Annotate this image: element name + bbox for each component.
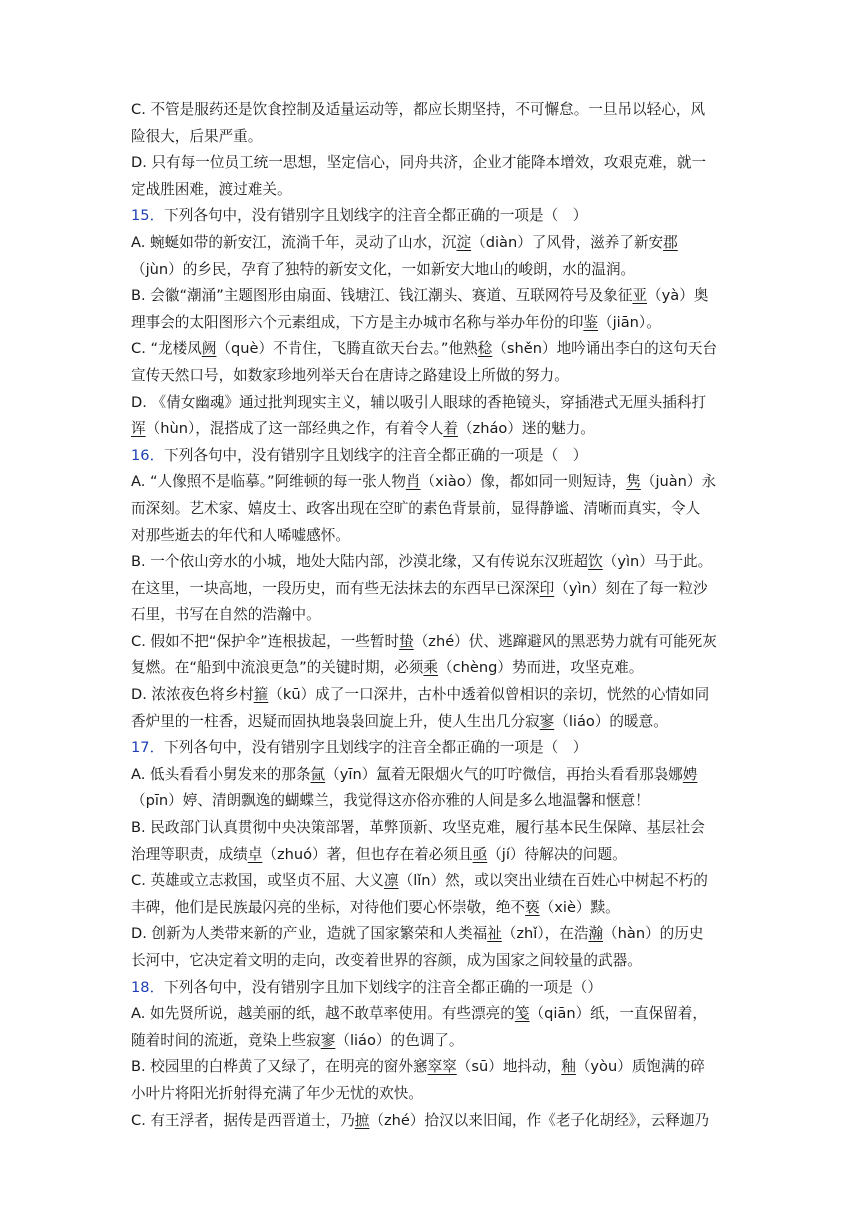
text-segment: （yà）奥 xyxy=(647,287,709,305)
underlined-char: 凛 xyxy=(383,872,399,890)
underlined-char: 印 xyxy=(539,579,555,597)
text-segment: C. 有王浮者，据传是西晋道士，乃 xyxy=(131,1111,355,1129)
text-line xyxy=(131,788,734,815)
underlined-char: 娉 xyxy=(682,765,698,783)
text-segment: 下列各句中，没有错别字且划线字的注音全都正确的一项是（ ） xyxy=(164,739,588,757)
text-segment: （qiān）纸，一直保留着， xyxy=(529,1005,707,1023)
text-line xyxy=(131,150,734,177)
text-segment: （jí）待解决的问题。 xyxy=(487,845,627,863)
underlined-char: 笺 xyxy=(514,1005,530,1023)
text-segment: 丰碑，他们是民族最闪亮的坐标，对待他们要心怀崇敬，绝不 xyxy=(131,898,526,916)
text-segment: （zhé）伏、逃蹿避风的黑恶势力就有可能死灰 xyxy=(413,632,717,650)
text-segment: 对那些逝去的年代和人唏嘘感怀。 xyxy=(131,526,350,544)
text-line xyxy=(131,496,734,523)
underlined-char: 寥 xyxy=(539,712,555,730)
underlined-char: 隽 xyxy=(626,473,641,491)
text-segment: 随着时间的流逝，竟染上些寂 xyxy=(131,1031,321,1049)
text-segment: 在这里，一块高地，一段历史，而有些无法抹去的东西早已深深 xyxy=(131,579,540,597)
text-line xyxy=(131,363,734,390)
text-segment: （zhǐ），在浩 xyxy=(501,925,589,943)
text-segment: C. “龙楼凤 xyxy=(131,340,202,358)
text-line xyxy=(131,257,734,284)
underlined-char: 鉴 xyxy=(583,313,599,331)
text-segment: C. 英雄或立志救国，或坚贞不屈、大义 xyxy=(131,872,384,890)
text-segment: （zháo）迷的魅力。 xyxy=(457,420,595,438)
text-segment: D. 创新为人类带来新的产业，造就了国家繁荣和人类福 xyxy=(131,925,488,943)
text-segment: 险很大，后果严重。 xyxy=(131,127,263,145)
underlined-char: 亵 xyxy=(525,898,540,916)
text-segment: D. 浓浓夜色将乡村 xyxy=(131,686,254,704)
underlined-char: 釉 xyxy=(561,1058,576,1076)
underlined-char: 氤 xyxy=(310,765,326,783)
text-segment: （hàn）的历史 xyxy=(603,925,704,943)
text-line xyxy=(131,469,734,496)
text-segment: （què）不肯住，飞腾直欲天台去。”他熟 xyxy=(216,340,478,358)
text-segment: C. 不管是服药还是饮食控制及适量运动等，都应长期坚持，不可懈怠。一旦吊以轻心，风 xyxy=(131,101,706,118)
underlined-char: 乘 xyxy=(423,659,439,677)
text-line xyxy=(131,177,734,204)
question-heading xyxy=(131,975,734,1002)
question-number: 18． xyxy=(131,978,165,996)
text-segment: 下列各句中，没有错别字且划线字的注音全都正确的一项是（ ） xyxy=(164,207,588,225)
text-line xyxy=(131,283,734,310)
underlined-char: 亟 xyxy=(472,845,488,863)
text-segment: （lǐn）然，或以突出业绩在百姓心中树起不朽的 xyxy=(398,872,708,890)
text-segment: （xiào）像，都如同一则短诗， xyxy=(420,473,627,491)
text-segment: D. 只有每一位员工统一思想，坚定信心，同舟共济，企业才能降本增效，攻艰克难，就一 xyxy=(131,154,707,172)
text-segment: （pīn）婷、清朗飘逸的蝴蝶兰，我觉得这亦俗亦雅的人间是多么地温馨和惬意！ xyxy=(131,792,650,810)
text-segment: （shěn）地吟诵出李白的这句天台 xyxy=(492,340,718,358)
text-segment: 治理等职责，成绩 xyxy=(131,845,248,863)
text-line xyxy=(131,629,734,656)
text-segment: A. 蜿蜒如带的新安江，流淌千年，灵动了山水，沉 xyxy=(131,233,457,251)
text-line xyxy=(131,682,734,709)
question-number: 17． xyxy=(131,739,165,757)
text-line xyxy=(131,762,734,789)
underlined-char: 蛰 xyxy=(399,632,414,650)
text-line xyxy=(131,523,734,550)
text-line xyxy=(131,842,734,869)
text-line xyxy=(131,709,734,736)
text-segment: （jiān）。 xyxy=(598,313,661,331)
text-segment: 石里，书写在自然的浩瀚中。 xyxy=(131,606,321,624)
text-segment: B. 校园里的白桦黄了又绿了，在明亮的窗外窸 xyxy=(131,1058,428,1076)
underlined-char: 摭 xyxy=(354,1111,370,1129)
text-line xyxy=(131,948,734,975)
text-segment: （yìn）马于此。 xyxy=(602,553,713,571)
text-line xyxy=(131,1054,734,1081)
text-segment: （yòu）质饱满的碎 xyxy=(575,1058,705,1076)
text-segment: （yīn）氲着无限烟火气的叮咛微信，再抬头看看那袅娜 xyxy=(325,765,683,783)
text-line xyxy=(131,655,734,682)
text-line xyxy=(131,1028,734,1055)
text-line xyxy=(131,895,734,922)
text-segment: B. 一个依山旁水的小城，地处大陆内部，沙漠北缘，又有传说东汉班超 xyxy=(131,553,589,571)
text-segment: A. “人像照不是临摹。”阿维顿的每一张人物 xyxy=(131,473,406,491)
text-line xyxy=(131,336,734,363)
text-line xyxy=(131,815,734,842)
underlined-char: 窣窣 xyxy=(427,1058,457,1076)
text-line xyxy=(131,230,734,257)
text-line xyxy=(131,1108,734,1135)
text-segment: （kū）成了一口深井，古朴中透着似曾相识的亲切，恍然的心情如同 xyxy=(268,686,710,704)
text-segment: 宣传天然口号，如数家珍地列举天台在唐诗之路建设上所做的努力。 xyxy=(131,366,569,384)
text-line xyxy=(131,1081,734,1108)
question-heading xyxy=(131,443,734,470)
text-segment: 长河中，它决定着文明的走向，改变着世界的容颜，成为国家之间较量的武器。 xyxy=(131,952,642,969)
text-line xyxy=(131,1001,734,1028)
text-segment: B. 会徽“潮涌”主题图形由扇面、钱塘江、钱江潮头、赛道、互联网符号及象征 xyxy=(131,287,633,305)
text-line xyxy=(131,921,734,948)
text-segment: 下列各句中，没有错别字且加下划线字的注音全都正确的一项是（） xyxy=(164,978,602,996)
text-segment: A. 低头看看小舅发来的那条 xyxy=(131,765,311,783)
underlined-char: 稔 xyxy=(477,340,493,358)
question-heading xyxy=(131,735,734,762)
underlined-char: 瀚 xyxy=(588,925,604,943)
text-segment: （sū）地抖动， xyxy=(456,1058,562,1076)
text-segment: D. 《倩女幽魂》通过批判现实主义，辅以吸引人眼球的香艳镜头，穿插港式无厘头插科打 xyxy=(131,393,707,411)
text-line xyxy=(131,602,734,629)
question-heading xyxy=(131,203,734,230)
text-segment: A. 如先贤所说，越美丽的纸，越不敢草率使用。有些漂亮的 xyxy=(131,1005,515,1023)
text-line xyxy=(131,390,734,417)
underlined-char: 淀 xyxy=(456,233,472,251)
text-segment: （juàn）永 xyxy=(640,473,717,491)
text-segment: （hùn），混搭成了这一部经典之作，有着令人 xyxy=(145,420,444,438)
underlined-char: 卓 xyxy=(247,845,263,863)
text-segment: 下列各句中，没有错别字且划线字的注音全都正确的一项是（ ） xyxy=(164,446,588,464)
text-line xyxy=(131,576,734,603)
text-segment: （chèng）势而进，攻坚克难。 xyxy=(438,659,644,677)
text-segment: （liáo）的色调了。 xyxy=(335,1031,464,1049)
text-segment: 小叶片将阳光折射得充满了年少无忧的欢快。 xyxy=(131,1084,423,1102)
text-segment: 复燃。在“船到中流浪更急”的关键时期，必须 xyxy=(131,659,424,677)
underlined-char: 亚 xyxy=(632,287,648,305)
text-line xyxy=(131,549,734,576)
underlined-char: 箍 xyxy=(253,686,269,704)
text-segment: 香炉里的一柱香，迟疑而固执地袅袅回旋上升，使人生出几分寂 xyxy=(131,712,540,730)
text-segment: （zhé）拾汉以来旧闻，作《老子化胡经》，云释迦乃 xyxy=(369,1111,710,1129)
text-segment: 而深刻。艺术家、嬉皮士、政客出现在空旷的素色背景前，显得静谧、清晰而真实，令人 xyxy=(131,499,701,517)
underlined-char: 郡 xyxy=(663,233,678,251)
text-segment: （liáo）的暖意。 xyxy=(554,712,668,730)
text-line xyxy=(131,310,734,337)
underlined-char: 饮 xyxy=(588,553,603,571)
text-line xyxy=(131,97,734,124)
underlined-char: 诨 xyxy=(131,420,146,438)
underlined-char: 着 xyxy=(443,420,458,438)
text-segment: （xiè）黩。 xyxy=(539,898,620,916)
underlined-char: 阙 xyxy=(201,340,217,358)
text-segment: 理事会的太阳图形六个元素组成，下方是主办城市名称与举办年份的印 xyxy=(131,313,584,331)
text-segment: （zhuó）著，但也存在着必须且 xyxy=(262,845,473,863)
text-segment: C. 假如不把“保护伞”连根拔起，一些暂时 xyxy=(131,632,400,650)
underlined-char: 祉 xyxy=(487,925,502,943)
text-segment: B. 民政部门认真贯彻中央决策部署，革弊顶新、攻坚克难，履行基本民生保障、基层社会 xyxy=(131,819,705,837)
text-line xyxy=(131,124,734,151)
text-segment: （jùn）的乡民，孕育了独特的新安文化，一如新安大地山的峻朗，水的温润。 xyxy=(131,260,636,278)
underlined-char: 寥 xyxy=(320,1031,336,1049)
text-segment: 定战胜困难，渡过难关。 xyxy=(131,180,292,198)
text-line xyxy=(131,416,734,443)
underlined-char: 肖 xyxy=(405,473,421,491)
text-line xyxy=(131,868,734,895)
text-segment: （diàn）了风骨，滋养了新安 xyxy=(471,233,664,251)
text-segment: （yìn）刻在了每一粒沙 xyxy=(554,579,708,597)
question-number: 16． xyxy=(131,446,165,464)
question-number: 15． xyxy=(131,207,165,225)
